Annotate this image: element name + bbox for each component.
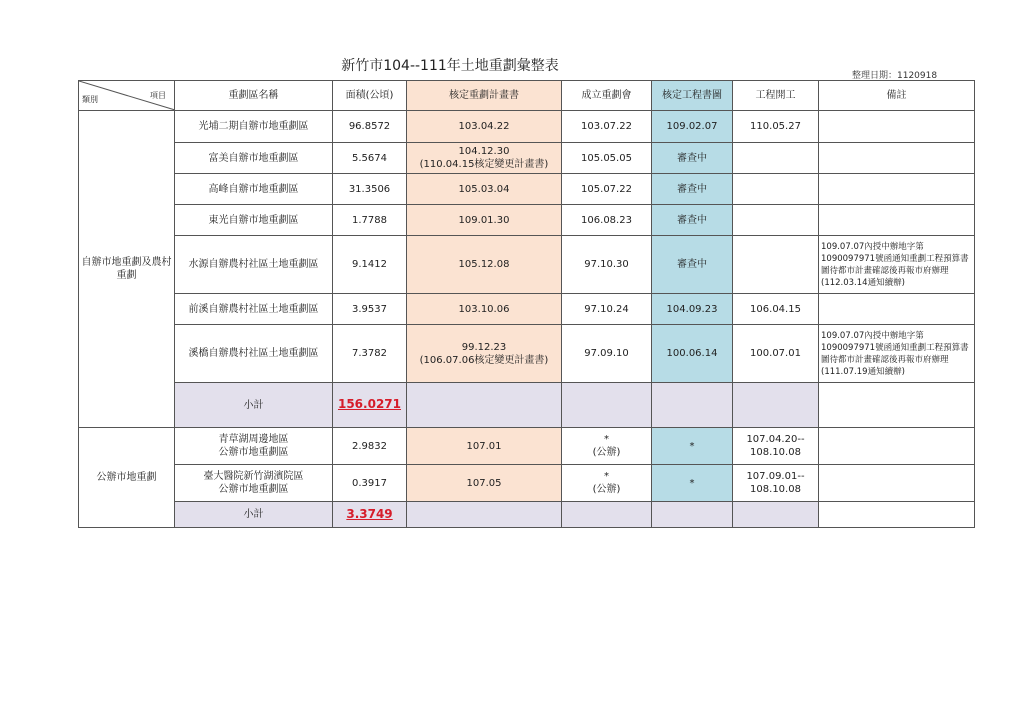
row-eng: 審查中 <box>652 236 733 294</box>
row-name: 東光自辦市地重劃區 <box>175 205 333 236</box>
row-start <box>733 428 819 465</box>
row-plan: 109.01.30 <box>407 205 562 236</box>
row-eng: * <box>652 428 733 465</box>
header-item: 項目 <box>150 91 166 100</box>
assoc-note: (公辦) <box>592 447 621 458</box>
name-line1: 臺大醫院新竹湖濱院區 <box>203 471 304 482</box>
row-area: 7.3782 <box>333 325 407 383</box>
row-plan: 107.01 <box>407 428 562 465</box>
table-row <box>79 143 975 174</box>
group2-label: 公辦市地重劃 <box>79 428 175 528</box>
name-line1: 青草湖周邊地區 <box>218 434 289 445</box>
row-eng: * <box>652 465 733 502</box>
row-name: 光埔二期自辦市地重劃區 <box>175 111 333 143</box>
row-note <box>819 174 975 205</box>
row-assoc: 105.05.05 <box>562 143 652 174</box>
row-name: 溪橋自辦農村社區土地重劃區 <box>175 325 333 383</box>
row-assoc: 106.08.23 <box>562 205 652 236</box>
subtotal-blank <box>562 502 652 528</box>
header-plan: 核定重劃計畫書 <box>407 81 562 111</box>
table-row <box>79 236 975 294</box>
row-start: 110.05.27 <box>733 111 819 143</box>
table-row <box>79 294 975 325</box>
row-note <box>819 205 975 236</box>
assoc-note: (公辦) <box>592 484 621 495</box>
row-assoc <box>562 465 652 502</box>
subtotal-blank <box>407 502 562 528</box>
plan-change: (106.07.06核定變更計畫書) <box>419 354 549 366</box>
row-assoc <box>562 428 652 465</box>
header-category-item <box>79 81 175 111</box>
row-eng: 104.09.23 <box>652 294 733 325</box>
row-assoc: 97.10.30 <box>562 236 652 294</box>
row-note <box>819 143 975 174</box>
table-row <box>79 325 975 383</box>
row-name <box>175 465 333 502</box>
row-start <box>733 143 819 174</box>
subtotal-value <box>333 502 407 528</box>
row-eng: 109.02.07 <box>652 111 733 143</box>
row-area: 0.3917 <box>333 465 407 502</box>
subtotal-label: 小計 <box>175 383 333 428</box>
header-name: 重劃區名稱 <box>175 81 333 111</box>
row-assoc: 103.07.22 <box>562 111 652 143</box>
subtotal-blank <box>733 502 819 528</box>
date-label: 整理日期：1120918 <box>852 71 938 81</box>
row-start: 106.04.15 <box>733 294 819 325</box>
row-start: 100.07.01 <box>733 325 819 383</box>
row-start <box>733 205 819 236</box>
table-row <box>79 465 975 502</box>
header-row <box>79 81 975 111</box>
row-area: 31.3506 <box>333 174 407 205</box>
row-name: 水源自辦農村社區土地重劃區 <box>175 236 333 294</box>
row-plan <box>407 143 562 174</box>
plan-date: 99.12.23 <box>461 341 507 353</box>
land-readjustment-table <box>78 80 975 528</box>
table-row <box>79 111 975 143</box>
row-plan: 103.04.22 <box>407 111 562 143</box>
row-note <box>819 465 975 502</box>
subtotal-note <box>819 502 975 528</box>
name-line2: 公辦市地重劃區 <box>218 484 289 495</box>
row-area: 96.8572 <box>333 111 407 143</box>
row-name: 高峰自辦市地重劃區 <box>175 174 333 205</box>
subtotal-row <box>79 383 975 428</box>
row-start <box>733 236 819 294</box>
assoc-mark: * <box>604 434 609 445</box>
start-from: 107.09.01-- <box>746 471 805 482</box>
name-line2: 公辦市地重劃區 <box>218 447 289 458</box>
table-row <box>79 428 975 465</box>
page-title: 新竹市104--111年土地重劃彙整表 <box>341 58 559 74</box>
row-assoc: 97.09.10 <box>562 325 652 383</box>
subtotal-blank <box>733 383 819 428</box>
row-note: 109.07.07內授中辦地字第1090097971號函通知重劃工程預算書圖待都市計畫確認後再報市府辦理(112.03.14通知續辦) <box>819 236 975 294</box>
subtotal-label: 小計 <box>175 502 333 528</box>
subtotal-note <box>819 383 975 428</box>
start-from: 107.04.20-- <box>746 434 805 445</box>
plan-change: (110.04.15核定變更計畫書) <box>419 159 549 170</box>
row-plan: 105.12.08 <box>407 236 562 294</box>
row-note: 109.07.07內授中辦地字第1090097971號函通知重劃工程預算書圖待都市計畫確認後再報市府辦理(111.07.19通知續辦) <box>819 325 975 383</box>
subtotal-row <box>79 502 975 528</box>
header-category: 類別 <box>82 95 98 104</box>
row-assoc: 97.10.24 <box>562 294 652 325</box>
row-plan <box>407 325 562 383</box>
group1-label: 自辦市地重劃及農村重劃 <box>79 111 175 428</box>
subtotal-blank <box>652 502 733 528</box>
header-area: 面積(公頃) <box>333 81 407 111</box>
header-note: 備註 <box>819 81 975 111</box>
subtotal-blank <box>562 383 652 428</box>
row-start <box>733 174 819 205</box>
row-plan: 103.10.06 <box>407 294 562 325</box>
subtotal-value <box>333 383 407 428</box>
row-note <box>819 111 975 143</box>
row-eng: 審查中 <box>652 174 733 205</box>
row-area: 5.5674 <box>333 143 407 174</box>
row-area: 9.1412 <box>333 236 407 294</box>
row-plan: 107.05 <box>407 465 562 502</box>
table-row <box>79 174 975 205</box>
table-row <box>79 205 975 236</box>
row-area: 1.7788 <box>333 205 407 236</box>
row-name: 前溪自辦農村社區土地重劃區 <box>175 294 333 325</box>
row-name: 富美自辦市地重劃區 <box>175 143 333 174</box>
row-start <box>733 465 819 502</box>
row-area: 2.9832 <box>333 428 407 465</box>
subtotal-blank <box>407 383 562 428</box>
row-plan: 105.03.04 <box>407 174 562 205</box>
row-assoc: 105.07.22 <box>562 174 652 205</box>
row-eng: 審查中 <box>652 205 733 236</box>
row-area: 3.9537 <box>333 294 407 325</box>
subtotal-number: 156.0271 <box>337 397 401 411</box>
header-start: 工程開工 <box>733 81 819 111</box>
start-to: 108.10.08 <box>750 447 801 458</box>
header-eng: 核定工程書圖 <box>652 81 733 111</box>
subtotal-number: 3.3749 <box>346 506 393 521</box>
subtotal-blank <box>652 383 733 428</box>
plan-date: 104.12.30 <box>458 146 510 157</box>
row-note <box>819 294 975 325</box>
row-note <box>819 428 975 465</box>
start-to: 108.10.08 <box>750 484 801 495</box>
assoc-mark: * <box>604 471 609 482</box>
row-eng: 審查中 <box>652 143 733 174</box>
header-assoc: 成立重劃會 <box>562 81 652 111</box>
row-name <box>175 428 333 465</box>
row-eng: 100.06.14 <box>652 325 733 383</box>
